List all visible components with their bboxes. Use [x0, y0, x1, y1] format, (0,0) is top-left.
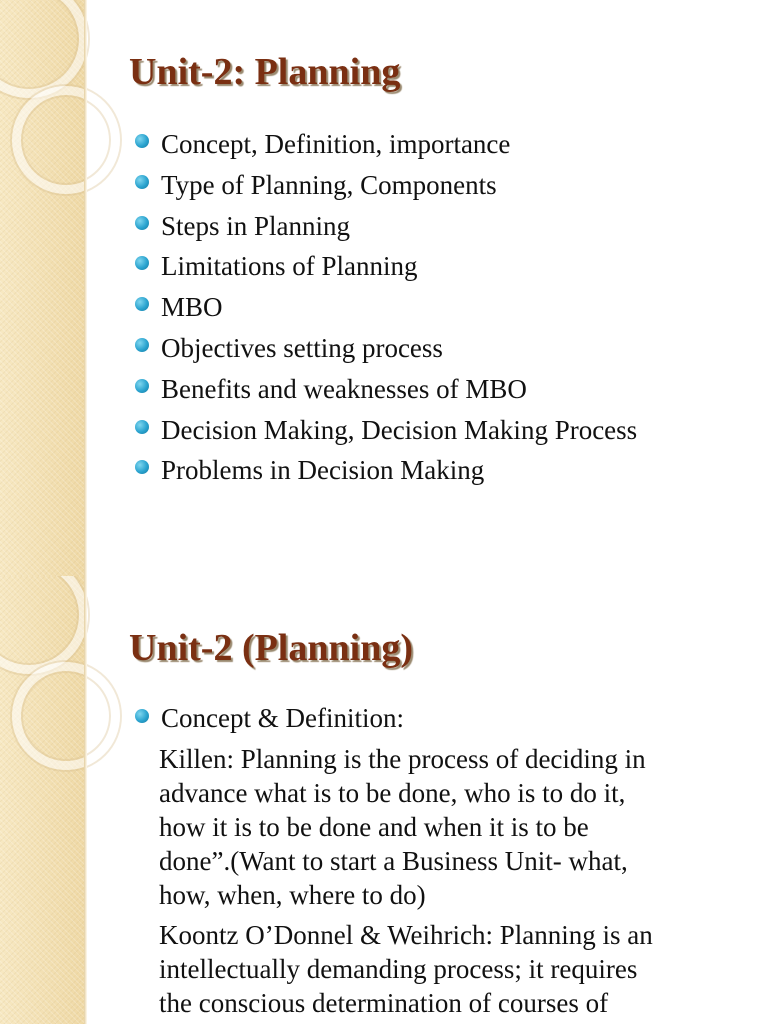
list-item-text: MBO [161, 292, 223, 323]
bullet-icon [135, 134, 149, 148]
topic-list [133, 124, 637, 491]
bullet-icon [135, 460, 149, 474]
list-item [133, 450, 637, 491]
list-item [133, 124, 637, 165]
list-item [133, 165, 637, 206]
bullet-icon [135, 297, 149, 311]
bullet-icon [135, 175, 149, 189]
slide-title: Unit-2: Planning [129, 51, 401, 93]
bullet-icon [135, 338, 149, 352]
list-item [133, 369, 637, 410]
decorative-ring [12, 662, 120, 770]
bullet-icon [135, 256, 149, 270]
list-item-text: Concept, Definition, importance [161, 129, 511, 159]
list-item [133, 246, 637, 287]
slide-2 [0, 576, 768, 1024]
list-item-text: Benefits and weaknesses of MBO [161, 373, 527, 404]
list-item-text: Objectives setting process [161, 332, 443, 363]
band-edge [84, 0, 87, 576]
list-item [133, 700, 753, 736]
decorative-side-band [0, 0, 84, 576]
decorative-side-band [0, 576, 84, 1024]
definition-paragraph: Koontz O’Donnel & Weihrich: Planning is an intellectually demanding process; it requires the conscious determination of courses of [159, 920, 653, 1018]
bullet-icon [135, 420, 149, 434]
list-item-text: Problems in Decision Making [161, 455, 485, 486]
list-item-text: Limitations of Planning [161, 251, 418, 282]
list-item [133, 328, 637, 369]
decorative-ring-top [0, 0, 88, 98]
bullet-icon [135, 216, 149, 230]
list-item-text: Steps in Planning [161, 210, 351, 241]
bullet-icon [135, 709, 149, 723]
list-item [133, 206, 637, 247]
definition-paragraph: Killen: Planning is the process of deciding in advance what is to be done, who is to do it, how it is to be done and when it is to be done”.(Want to start a Business Unit- what, how, when, where to do) [159, 744, 646, 910]
slide-title: Unit-2 (Planning) [129, 627, 413, 669]
bullet-icon [135, 379, 149, 393]
band-edge [84, 576, 87, 1024]
list-item-text: Decision Making, Decision Making Process [161, 414, 638, 445]
list-item-text: Concept & Definition: [161, 703, 404, 733]
list-item-text: Type of Planning, Components [161, 169, 497, 200]
decorative-ring-top [0, 576, 88, 674]
slide-body [133, 700, 753, 1020]
decorative-ring [12, 86, 120, 194]
list-item [133, 410, 637, 451]
list-item [133, 287, 637, 328]
